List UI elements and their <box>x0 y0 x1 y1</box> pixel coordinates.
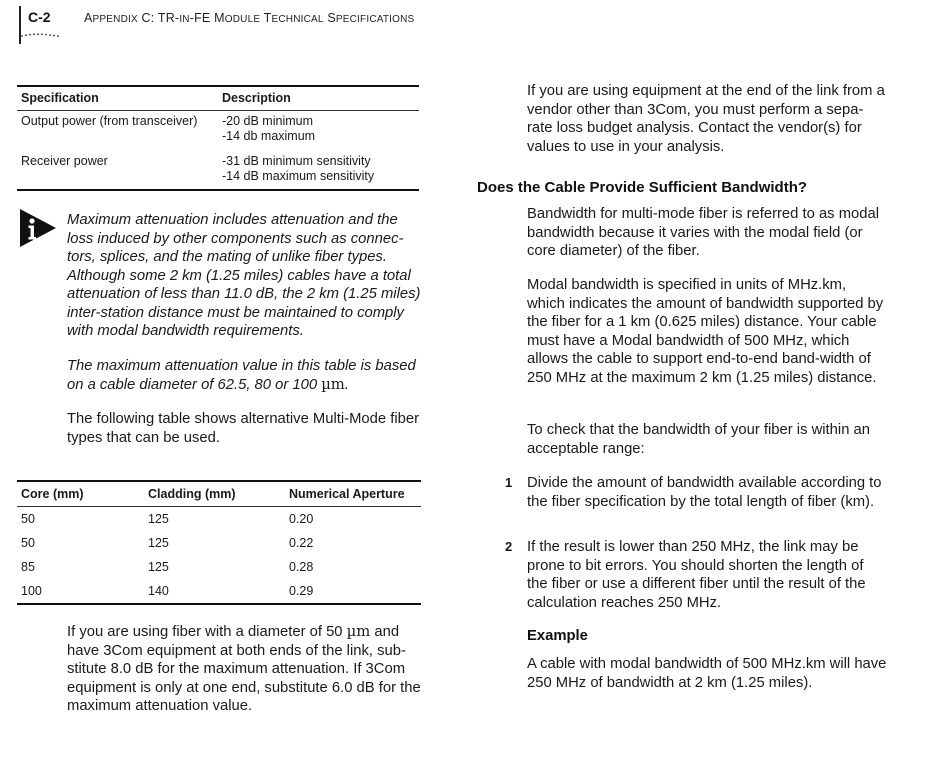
spec-cell: Receiver power <box>21 154 108 168</box>
table-header-numerical-aperture: Numerical Aperture <box>285 481 421 507</box>
step-number: 2 <box>505 539 513 554</box>
right-intro-paragraph: If you are using equipment at the end of the link from a vendor other than 3Com, you must perform a sepa-rate loss budget analysis. Contact the vendor(s) for values to use in your analysis. <box>527 83 885 155</box>
cladding-cell: 140 <box>148 584 169 598</box>
info-icon <box>20 209 56 247</box>
bandwidth-paragraph-2: Modal bandwidth is specified in units of MHz.km, which indicates the amount of bandwidth supported by the fiber for a 1 km (0.625 miles) distance. Your cable must have a Modal bandwidth of 500 MHz, which allows the cable to support end-to-end band-width of 250 MHz at the maximum 2 km (1.25 miles) distance. <box>527 277 884 386</box>
list-item <box>505 474 885 532</box>
cladding-cell: 125 <box>148 560 169 574</box>
section-heading: Does the Cable Provide Sufficient Bandwidth? <box>477 179 808 196</box>
desc-cell: -20 dB minimum -14 db maximum <box>222 114 316 143</box>
desc-cell: -31 dB minimum sensitivity -14 dB maximum sensitivity <box>222 154 375 183</box>
cladding-cell: 125 <box>148 536 169 550</box>
example-paragraph: A cable with modal bandwidth of 500 MHz.km will have 250 MHz of bandwidth at 2 km (1.25 miles). <box>527 656 887 691</box>
table-header-core: Core (mm) <box>17 481 144 507</box>
header-rule <box>19 6 21 44</box>
bandwidth-paragraph-3: To check that the bandwidth of your fiber is within an acceptable range: <box>527 422 870 457</box>
aperture-cell: 0.29 <box>289 584 314 598</box>
note-paragraph-3: The following table shows alternative Multi-Mode fiber types that can be used. <box>67 411 420 446</box>
table-row <box>17 111 419 155</box>
table-row <box>17 154 419 190</box>
table-row <box>17 555 421 579</box>
cladding-cell: 125 <box>148 512 169 526</box>
table-row <box>17 507 421 532</box>
running-header-title: APPENDIX C: TR-IN-FE MODULE TECHNICAL SPECIFICATIONS <box>84 11 415 25</box>
fiber-types-table <box>17 480 421 605</box>
note-paragraph-2: The maximum attenuation value in this table is based on a cable diameter of 62.5, 80 or 100 µm. <box>67 358 416 393</box>
left-bottom-paragraph: If you are using fiber with a diameter of 50 µm and have 3Com equipment at both ends of the link, sub-stitute 8.0 dB for the maximum attenuation. If 3Com equipment is only at one end, substitute 6.0 dB for the maximum attenuation value. <box>67 623 421 714</box>
bandwidth-paragraph-1: Bandwidth for multi-mode fiber is referred to as modal bandwidth because it varies with the modal field (or core diameter) of the fiber. <box>527 206 879 259</box>
aperture-cell: 0.20 <box>289 512 314 526</box>
core-cell: 50 <box>21 536 35 550</box>
table-header-specification: Specification <box>17 86 218 111</box>
step-number: 1 <box>505 475 513 490</box>
table-header-description: Description <box>218 86 419 111</box>
core-cell: 100 <box>21 584 42 598</box>
table-header-cladding: Cladding (mm) <box>144 481 285 507</box>
table-row <box>17 579 421 604</box>
core-cell: 50 <box>21 512 35 526</box>
note-paragraph-1: Maximum attenuation includes attenuation and the loss induced by other components such as connec-tors, splices, and the mating of unlike fiber types. Although some 2 km (1.25 miles) cables have a total attenuation of less than 11.0 dB, the 2 km (1.25 miles) inter-station distance must be maintained to comply with modal bandwidth requirements. <box>67 212 421 339</box>
spec-cell: Output power (from transceiver) <box>21 114 198 128</box>
core-cell: 85 <box>21 560 35 574</box>
aperture-cell: 0.22 <box>289 536 314 550</box>
list-item <box>505 538 885 614</box>
aperture-cell: 0.28 <box>289 560 314 574</box>
header-dots-decoration <box>20 33 62 37</box>
step-text: Divide the amount of bandwidth available according to the fiber specification by the total length of fiber (km). <box>527 475 882 510</box>
specification-table <box>17 85 419 191</box>
example-heading: Example <box>527 628 588 644</box>
table-row <box>17 531 421 555</box>
page-number: C-2 <box>28 9 51 25</box>
step-text: If the result is lower than 250 MHz, the link may be prone to bit errors. You should shorten the length of the fiber or use a different fiber until the result of the calculation reaches 250 MHz. <box>527 539 866 611</box>
